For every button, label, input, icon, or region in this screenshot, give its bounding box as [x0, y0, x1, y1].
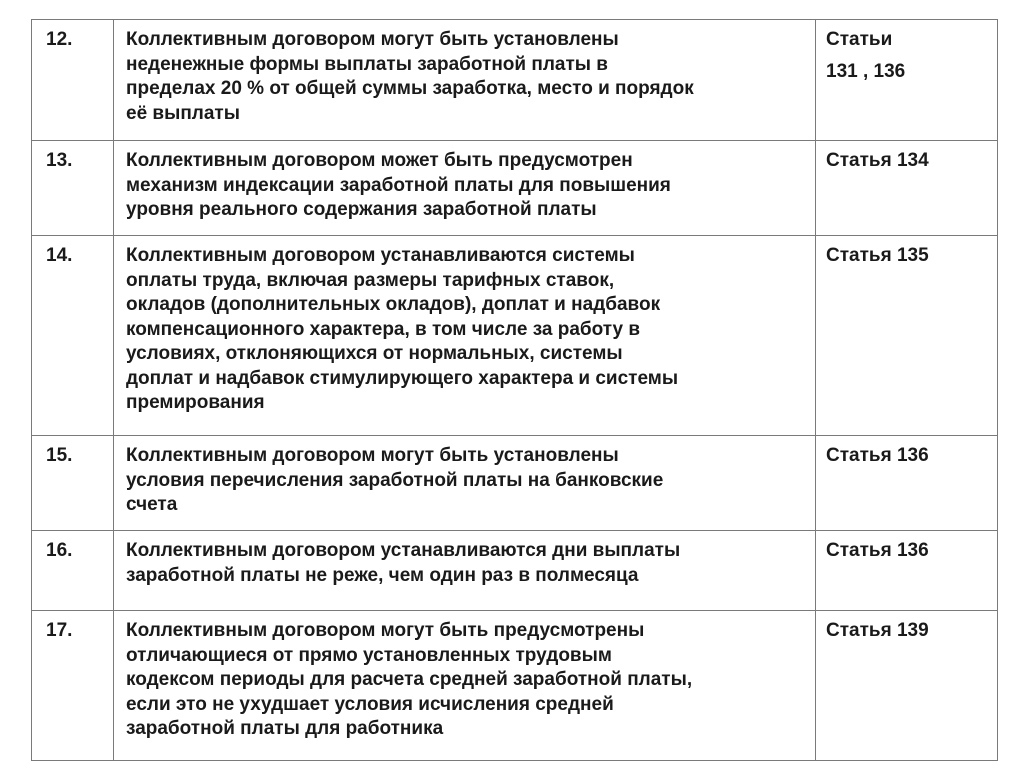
article-reference-cell — [816, 141, 998, 236]
provision-text-cell — [114, 531, 816, 611]
article-reference: Статья 134 — [826, 150, 929, 171]
provision-line: если это не ухудшает условия исчисления средней — [126, 693, 614, 715]
row-number: 13. — [46, 150, 73, 171]
provision-text-cell — [114, 20, 816, 141]
table-row — [32, 141, 998, 236]
provision-line: отличающиеся от прямо установленных трудовым — [126, 644, 612, 666]
article-reference: Статья 139 — [826, 620, 929, 641]
row-number-cell — [32, 611, 114, 761]
row-number-cell — [32, 20, 114, 141]
provision-text-cell — [114, 236, 816, 436]
provision-line: Коллективным договором устанавливаются дни выплаты — [126, 540, 681, 561]
row-number: 12. — [46, 29, 73, 50]
provision-line: доплат и надбавок стимулирующего характера и системы — [126, 367, 679, 389]
provision-line: заработной платы для работника — [126, 718, 444, 739]
provision-line: компенсационного характера, в том числе за работу в — [126, 318, 641, 340]
provision-line: условиях, отклоняющихся от нормальных, системы — [126, 343, 623, 364]
provision-line: кодексом периоды для расчета средней заработной платы, — [126, 669, 693, 690]
provision-line: неденежные формы выплаты заработной платы в — [126, 53, 608, 75]
provision-line: условия перечисления заработной платы на банковские — [126, 469, 664, 491]
provision-line: премирования — [126, 392, 265, 413]
provision-line: уровня реального содержания заработной платы — [126, 199, 597, 220]
provision-line: Коллективным договором могут быть установлены — [126, 445, 619, 466]
provision-text-cell — [114, 436, 816, 531]
row-number-cell — [32, 141, 114, 236]
provision-line: механизм индексации заработной платы для повышения — [126, 174, 671, 196]
provision-line: оплаты труда, включая размеры тарифных ставок, — [126, 269, 615, 291]
provision-line: окладов (дополнительных окладов), доплат и надбавок — [126, 294, 661, 315]
provision-line: счета — [126, 494, 178, 515]
provision-text-cell — [114, 611, 816, 761]
row-number: 16. — [46, 540, 73, 561]
table-row — [32, 611, 998, 761]
provision-line: Коллективным договором может быть предусмотрен — [126, 150, 633, 171]
row-number-cell — [32, 531, 114, 611]
provision-text-cell — [114, 141, 816, 236]
article-reference: 131 , 136 — [826, 61, 906, 82]
row-number: 17. — [46, 620, 73, 641]
provision-line: Коллективным договором устанавливаются системы — [126, 245, 635, 266]
article-reference: Статья 136 — [826, 445, 929, 466]
article-reference: Статья 135 — [826, 245, 929, 266]
table-row — [32, 236, 998, 436]
table-row — [32, 531, 998, 611]
provision-line: пределах 20 % от общей суммы заработка, место и порядок — [126, 78, 694, 99]
article-reference: Статья 136 — [826, 540, 929, 561]
article-reference-cell — [816, 611, 998, 761]
article-reference-cell — [816, 20, 998, 141]
row-number-cell — [32, 436, 114, 531]
row-number-cell — [32, 236, 114, 436]
row-number: 15. — [46, 445, 73, 466]
provisions-table — [31, 19, 998, 761]
provision-line: Коллективным договором могут быть установлены — [126, 29, 619, 50]
provision-line: заработной платы не реже, чем один раз в полмесяца — [126, 564, 639, 586]
row-number: 14. — [46, 245, 73, 266]
article-reference-cell — [816, 236, 998, 436]
table-row — [32, 20, 998, 141]
provision-line: Коллективным договором могут быть предусмотрены — [126, 620, 645, 641]
table-row — [32, 436, 998, 531]
article-reference-cell — [816, 531, 998, 611]
provision-line: её выплаты — [126, 102, 240, 124]
article-reference-cell — [816, 436, 998, 531]
article-reference: Статьи — [826, 29, 893, 50]
